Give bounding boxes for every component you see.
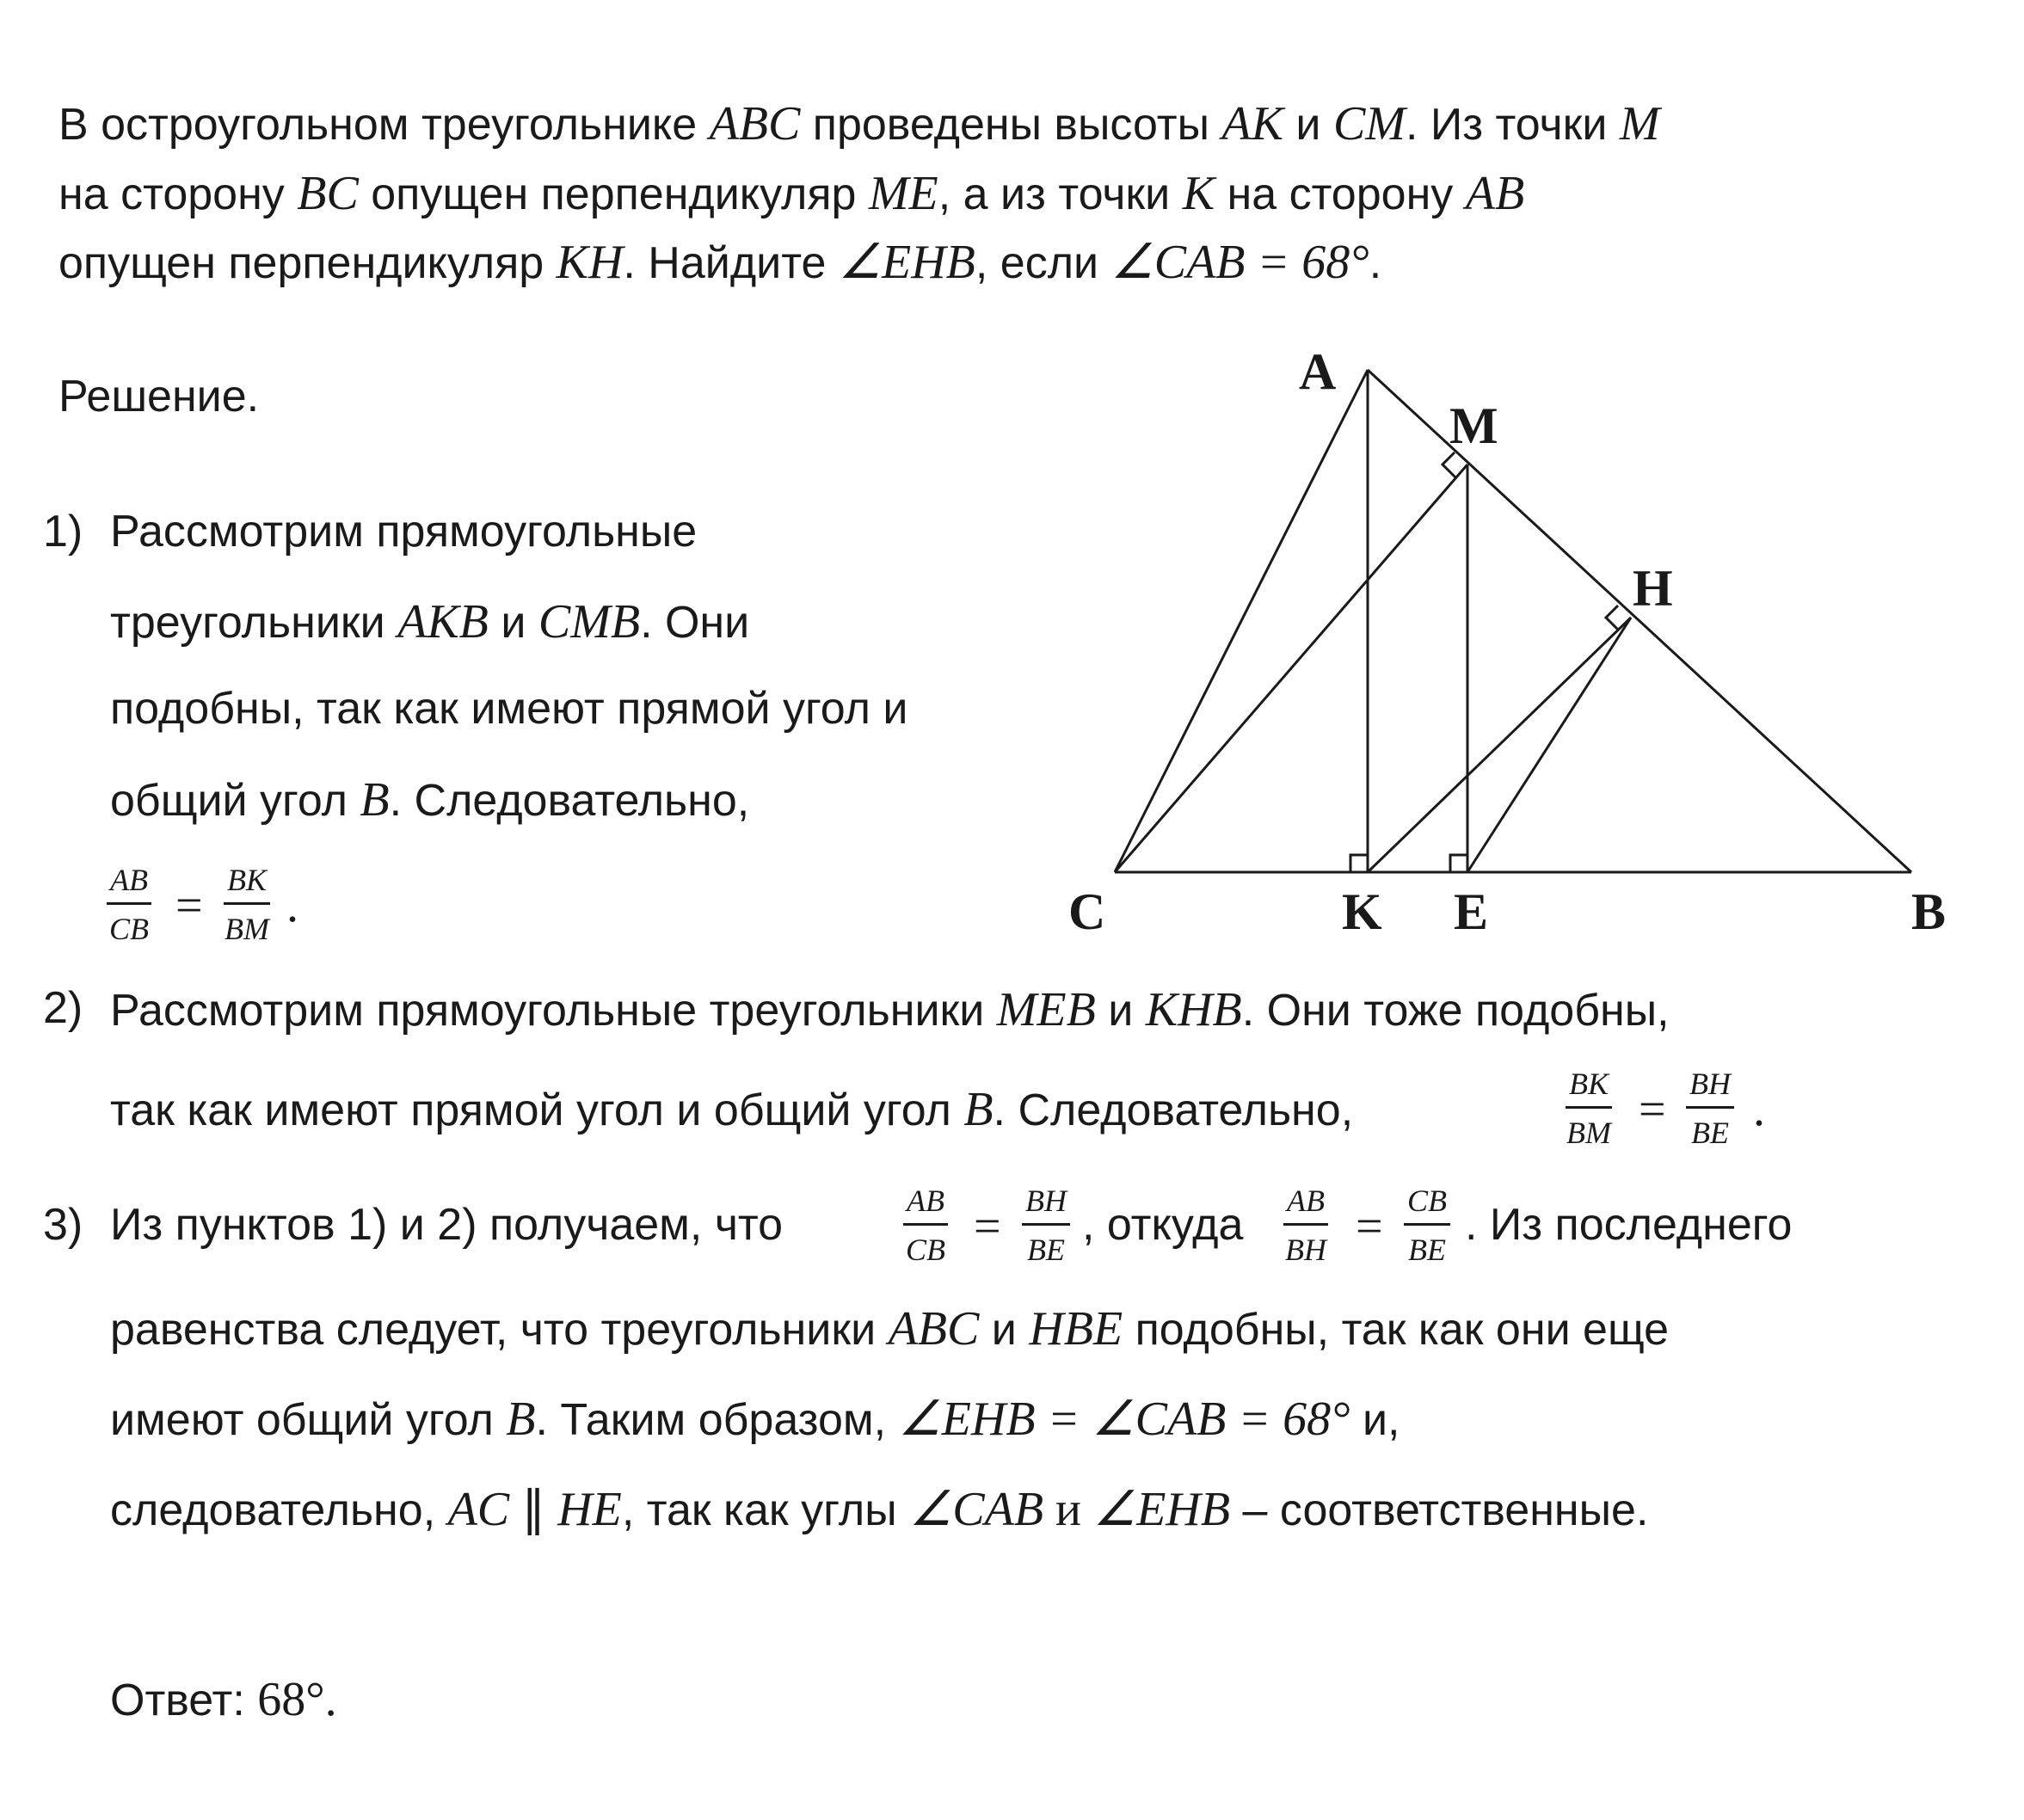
problem-text: проведены высоты <box>800 100 1222 150</box>
step-text: треугольники <box>110 598 398 648</box>
step-text: равенства следует, что треугольники <box>110 1305 889 1355</box>
perpendicular-kh <box>1368 618 1631 872</box>
step-text: имеют общий угол <box>110 1395 507 1445</box>
math-angle-cab: ∠CAB <box>909 1483 1044 1536</box>
math-ab: AB <box>1465 167 1525 220</box>
math-abc: ABC <box>709 97 801 151</box>
step-text: и, <box>1350 1395 1400 1445</box>
numerator: BK <box>224 864 270 905</box>
denominator: BE <box>1408 1233 1446 1267</box>
diagram-lines <box>1115 370 1911 872</box>
label-e: E <box>1454 883 1489 940</box>
math-parallel: ∥ <box>509 1483 558 1536</box>
step-2-period: . <box>1753 1083 1765 1136</box>
denominator: BE <box>1691 1116 1729 1150</box>
right-angle-mark-m <box>1443 452 1455 477</box>
label-h: H <box>1633 560 1673 617</box>
step-1-line-1: Рассмотрим прямоугольные <box>110 507 698 556</box>
step-3-line-1-end: . Из последнего <box>1465 1200 1793 1250</box>
math-angle-equality: ∠EHB = ∠CAB = 68° <box>898 1393 1350 1446</box>
label-b: B <box>1911 883 1947 940</box>
denominator: CB <box>108 912 149 946</box>
altitude-cm <box>1115 464 1467 872</box>
step-text: . Они тоже подобны, <box>1241 986 1670 1036</box>
label-c: C <box>1068 883 1106 940</box>
problem-text: , если <box>975 238 1111 288</box>
step-3-equals-2: = <box>1356 1200 1383 1253</box>
problem-text: на сторону <box>58 169 298 219</box>
math-b: B <box>506 1393 536 1446</box>
math-akb: AKB <box>397 595 489 649</box>
numerator: AB <box>903 1185 948 1226</box>
math-ac: AC <box>447 1483 510 1536</box>
math-m: M <box>1619 97 1660 151</box>
denominator: BH <box>1284 1233 1326 1267</box>
answer-label: Ответ: <box>110 1676 258 1725</box>
step-text: . Следовательно, <box>389 776 750 826</box>
right-angle-mark-k <box>1350 855 1368 872</box>
step-1-equals: = <box>175 879 203 932</box>
step-text: и <box>1095 986 1146 1036</box>
denominator: BM <box>1566 1116 1611 1150</box>
math-bc: BC <box>297 167 359 220</box>
problem-text: на сторону <box>1215 169 1466 219</box>
math-cmb: CMB <box>538 595 641 649</box>
numerator: BH <box>1022 1185 1070 1226</box>
segment-he <box>1467 618 1631 872</box>
step-text: и <box>979 1305 1030 1355</box>
math-and: и <box>1043 1483 1093 1536</box>
numerator: AB <box>107 864 151 905</box>
math-me: ME <box>868 167 938 220</box>
math-cm: CM <box>1332 97 1406 151</box>
denominator: BM <box>225 912 269 946</box>
label-k: K <box>1342 883 1382 940</box>
denominator: BE <box>1027 1233 1065 1267</box>
math-he: HE <box>557 1483 622 1536</box>
math-meb: MEB <box>996 983 1096 1036</box>
right-angle-mark-h <box>1606 606 1619 630</box>
problem-text: и <box>1283 100 1333 150</box>
step-text: так как имеют прямой угол и общий угол <box>110 1085 964 1135</box>
step-2-number: 2) <box>43 983 83 1033</box>
side-ca <box>1115 370 1368 872</box>
step-1-period: . <box>286 879 298 932</box>
denominator: CB <box>905 1233 945 1267</box>
step-text: следовательно, <box>110 1485 448 1535</box>
step-text: . Они <box>640 598 750 648</box>
math-ak: AK <box>1221 97 1283 151</box>
math-hbe: HBE <box>1029 1302 1123 1356</box>
numerator: BK <box>1566 1068 1612 1109</box>
math-angle-ehb: ∠EHB <box>838 236 975 289</box>
problem-text: опущен перпендикуляр <box>358 169 869 219</box>
step-text: Рассмотрим прямоугольные треугольники <box>110 986 997 1036</box>
label-m: M <box>1449 397 1498 454</box>
step-3-number: 3) <box>43 1200 83 1250</box>
step-1-line-3: подобны, так как имеют прямой угол и <box>110 684 908 734</box>
right-angle-mark-e <box>1450 855 1467 872</box>
numerator: CB <box>1404 1185 1450 1226</box>
label-a: A <box>1299 343 1337 400</box>
answer-value: 68°. <box>257 1673 337 1726</box>
solution-heading: Решение. <box>58 372 260 421</box>
math-abc: ABC <box>888 1302 980 1356</box>
step-text: . Таким образом, <box>535 1395 899 1445</box>
step-1-number: 1) <box>43 507 83 556</box>
step-text: . Следовательно, <box>993 1085 1354 1135</box>
problem-text: . Из точки <box>1405 100 1620 150</box>
step-3-line-1-middle: , откуда <box>1082 1200 1244 1250</box>
math-given-angle: ∠CAB = 68° <box>1110 236 1369 289</box>
math-k: K <box>1182 167 1215 220</box>
step-text: и <box>488 598 538 648</box>
math-b: B <box>360 773 390 827</box>
math-khb: KHB <box>1145 983 1242 1036</box>
step-text: – соответственные. <box>1230 1485 1649 1535</box>
step-2-equals: = <box>1639 1083 1666 1136</box>
step-text: , так как углы <box>621 1485 910 1535</box>
step-text: общий угол <box>110 776 360 826</box>
problem-text: . <box>1369 238 1382 288</box>
step-3-line-1-start: Из пунктов 1) и 2) получаем, что <box>110 1200 784 1250</box>
step-3-equals-1: = <box>974 1200 1001 1253</box>
step-text: подобны, так как они еще <box>1123 1305 1670 1355</box>
numerator: AB <box>1283 1185 1328 1226</box>
problem-text: опущен перпендикуляр <box>58 238 557 288</box>
problem-text: В остроугольном треугольнике <box>58 100 710 150</box>
problem-text: , а из точки <box>938 169 1183 219</box>
numerator: BH <box>1686 1068 1734 1109</box>
math-kh: KH <box>556 236 624 289</box>
math-angle-ehb: ∠EHB <box>1093 1483 1231 1536</box>
problem-text: . Найдите <box>623 238 839 288</box>
math-b: B <box>963 1083 994 1136</box>
